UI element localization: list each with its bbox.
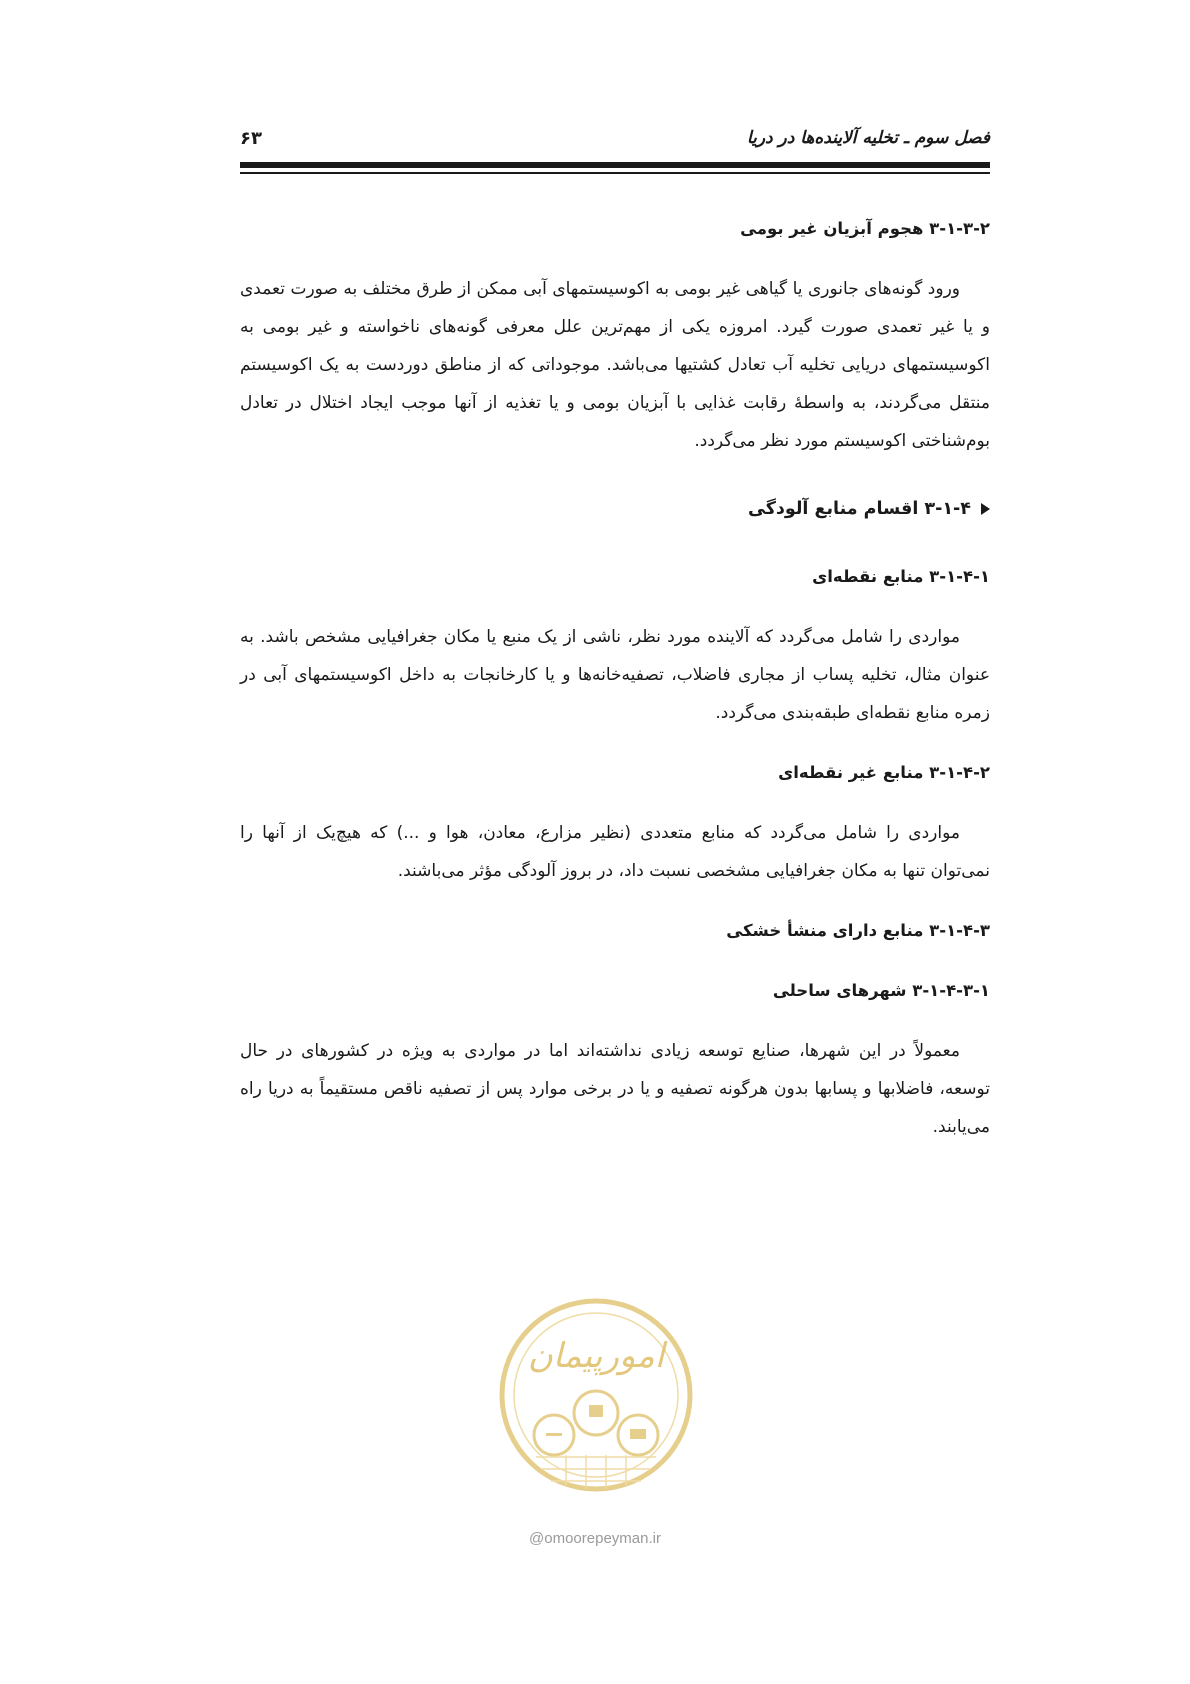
section-heading-land-based-sources: ۳-۱-۴-۳ منابع دارای منشأ خشکی (726, 921, 990, 940)
page-content (240, 210, 990, 1146)
paragraph-point-sources: مواردی را شامل می‌گردد که آلاینده مورد نظر، ناشی از یک منبع یا مکان جغرافیایی مشخص باشد. به عنوان مثال، تخلیه پساب از مجاری فاضلاب، تصفیه‌خانه‌ها و یا کارخانجات به داخل اکوسیستمهای آبی در زمره منابع نقطه‌ای طبقه‌بندی می‌گردد. (240, 627, 990, 723)
paragraph-invasive-species: ورود گونه‌های جانوری یا گیاهی غیر بومی به اکوسیستمهای آبی ممکن از طرق مختلف به صورت تعمدی و یا غیر تعمدی صورت گیرد. امروزه یکی از مهم‌ترین علل معرفی گونه‌های ناخواسته و غیر بومی به اکوسیستمهای دریایی تخلیه آب تعادل کشتیها می‌باشد. موجوداتی که از مناطق دوردست به یک اکوسیستم منتقل می‌گردند، به واسطهٔ رقابت غذایی با آبزیان بومی و یا تغذیه از آنها موجب ایجاد اختلال در تعادل بوم‌شناختی اکوسیستم مورد نظر می‌گردد. (240, 279, 990, 451)
chapter-title: فصل سوم ـ تخلیه آلاینده‌ها در دریا (746, 128, 990, 148)
logo-lettering: امورپیمان (527, 1336, 665, 1376)
publisher-logo-watermark (496, 1295, 696, 1525)
paragraph-coastal-cities: معمولاً در این شهرها، صنایع توسعه زیادی نداشته‌اند اما در مواردی به ویژه در کشورهای در حال توسعه، فاضلابها و پسابها بدون هرگونه تصفیه و یا در برخی موارد پس از تصفیه ناقص مستقیماً به دریا راه می‌یابند. (240, 1041, 990, 1137)
triangle-bullet-icon (981, 503, 990, 515)
watermark-site-text: @omoorepeyman.ir (529, 1530, 661, 1547)
header-rule-thin (240, 172, 990, 174)
section-heading-point-sources: ۳-۱-۴-۱ منابع نقطه‌ای (812, 567, 990, 586)
section-heading-pollution-sources (240, 490, 990, 528)
at-icon: @ (529, 1530, 545, 1547)
header-rule-thick (240, 162, 990, 168)
section-heading-pollution-sources-text: ۳-۱-۴ اقسام منابع آلودگی (748, 499, 971, 519)
section-heading-coastal-cities: ۳-۱-۴-۳-۱ شهرهای ساحلی (772, 981, 990, 1000)
page-number: ۶۳ (240, 127, 262, 149)
section-heading-nonpoint-sources: ۳-۱-۴-۲ منابع غیر نقطه‌ای (778, 763, 990, 782)
page-header (240, 120, 990, 156)
paragraph-nonpoint-sources: مواردی را شامل می‌گردد که منابع متعددی (نظیر مزارع، معادن، هوا و ...) که هیچ‌یک از آنها را نمی‌توان تنها به مکان جغرافیایی مشخصی نسبت داد، در بروز آلودگی مؤثر می‌باشند. (240, 823, 990, 881)
section-heading-invasive-species: ۳-۱-۳-۲ هجوم آبزیان غیر بومی (740, 219, 990, 238)
